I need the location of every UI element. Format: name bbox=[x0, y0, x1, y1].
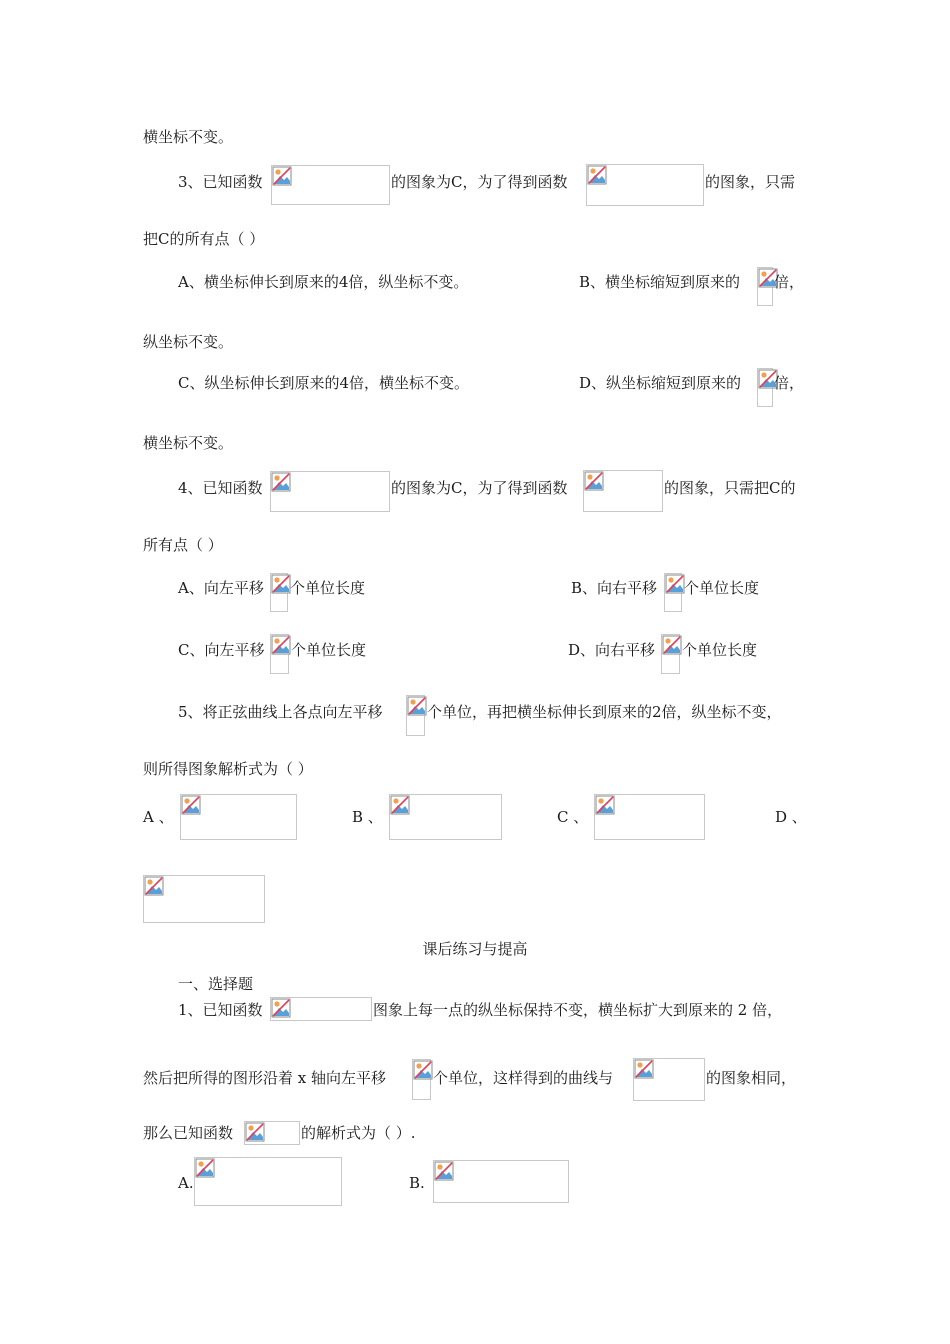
question-4-text: 所有点（ ） bbox=[143, 536, 223, 554]
broken-image-icon bbox=[390, 795, 410, 815]
broken-image-icon bbox=[271, 472, 291, 492]
formula-image bbox=[583, 470, 663, 512]
part-heading: 一、选择题 bbox=[178, 975, 254, 993]
broken-image-icon bbox=[245, 1122, 265, 1142]
option-a: 个单位长度 bbox=[290, 579, 366, 597]
exercise-1-text: 然后把所得的图形沿着 x 轴向左平移 bbox=[143, 1069, 386, 1087]
formula-image bbox=[270, 573, 288, 612]
formula-image bbox=[633, 1058, 705, 1101]
formula-image bbox=[389, 794, 502, 840]
option-c: C、纵坐标伸长到原来的4倍，横坐标不变。 bbox=[178, 374, 470, 392]
broken-image-icon bbox=[181, 795, 201, 815]
formula-image bbox=[664, 573, 682, 612]
option-d: 倍， bbox=[774, 374, 805, 392]
formula-image bbox=[271, 165, 390, 205]
question-5-text: 则所得图象解析式为（ ） bbox=[143, 760, 313, 778]
exercise-1-text: 图象上每一点的纵坐标保持不变，横坐标扩大到原来的 2 倍， bbox=[373, 1001, 783, 1019]
exercise-1-text: 那么已知函数 bbox=[143, 1124, 234, 1142]
exercise-1-text: 个单位，这样得到的曲线与 bbox=[433, 1069, 614, 1087]
option-b: 个单位长度 bbox=[684, 579, 760, 597]
broken-image-icon bbox=[271, 635, 291, 655]
question-3-text: 3、已知函数 bbox=[178, 173, 263, 191]
broken-image-icon bbox=[634, 1059, 654, 1079]
broken-image-icon bbox=[584, 471, 604, 491]
question-3-text: 的图象，只需 bbox=[705, 173, 796, 191]
broken-image-icon bbox=[144, 876, 164, 896]
formula-image bbox=[180, 794, 297, 840]
formula-image bbox=[412, 1059, 431, 1100]
text-line: 横坐标不变。 bbox=[143, 128, 234, 146]
option-b: B 、 bbox=[352, 808, 383, 826]
formula-image bbox=[270, 634, 289, 674]
option-d: D 、 bbox=[775, 808, 807, 826]
broken-image-icon bbox=[413, 1060, 433, 1080]
option-a: A、向左平移 bbox=[178, 579, 264, 597]
option-c: C 、 bbox=[557, 808, 589, 826]
option-a: A. bbox=[178, 1174, 194, 1192]
exercise-1-text: 1、已知函数 bbox=[178, 1001, 263, 1019]
option-d: 个单位长度 bbox=[682, 641, 758, 659]
broken-image-icon bbox=[434, 1161, 454, 1181]
broken-image-icon bbox=[272, 166, 292, 186]
question-4-text: 的图象，只需把C的 bbox=[664, 479, 796, 497]
formula-image bbox=[594, 794, 705, 840]
option-b: B、向右平移 bbox=[571, 579, 658, 597]
exercise-1-text: 的解析式为（ ）. bbox=[301, 1124, 416, 1142]
broken-image-icon bbox=[271, 998, 291, 1018]
broken-image-icon bbox=[195, 1158, 215, 1178]
question-5-text: 个单位，再把横坐标伸长到原来的2倍，纵坐标不变， bbox=[427, 703, 782, 721]
broken-image-icon bbox=[407, 696, 427, 716]
formula-image bbox=[244, 1121, 300, 1145]
question-3-text: 的图象为C，为了得到函数 bbox=[391, 173, 568, 191]
formula-image bbox=[757, 368, 773, 407]
question-3-text: 把C的所有点（ ） bbox=[143, 230, 265, 248]
text-line: 横坐标不变。 bbox=[143, 434, 234, 452]
formula-image bbox=[143, 875, 265, 923]
option-b: B. bbox=[409, 1174, 425, 1192]
broken-image-icon bbox=[587, 165, 607, 185]
formula-image bbox=[586, 164, 704, 206]
question-4-text: 4、已知函数 bbox=[178, 479, 263, 497]
formula-image bbox=[270, 997, 372, 1021]
option-a: A、横坐标伸长到原来的4倍，纵坐标不变。 bbox=[178, 273, 469, 291]
formula-image bbox=[406, 695, 425, 736]
formula-image bbox=[661, 634, 680, 674]
formula-image bbox=[270, 471, 390, 512]
formula-image bbox=[433, 1160, 569, 1203]
question-4-text: 的图象为C，为了得到函数 bbox=[391, 479, 568, 497]
option-a: A 、 bbox=[143, 808, 174, 826]
option-b: B、横坐标缩短到原来的 bbox=[579, 273, 741, 291]
section-title: 课后练习与提高 bbox=[422, 940, 528, 958]
option-b: 倍， bbox=[774, 273, 805, 291]
text-line: 纵坐标不变。 bbox=[143, 333, 234, 351]
formula-image bbox=[194, 1157, 342, 1206]
formula-image bbox=[757, 267, 773, 306]
broken-image-icon bbox=[665, 574, 685, 594]
option-c: 个单位长度 bbox=[291, 641, 367, 659]
option-c: C、向左平移 bbox=[178, 641, 265, 659]
broken-image-icon bbox=[595, 795, 615, 815]
exercise-1-text: 的图象相同， bbox=[706, 1069, 797, 1087]
broken-image-icon bbox=[662, 635, 682, 655]
broken-image-icon bbox=[271, 574, 291, 594]
option-d: D、向右平移 bbox=[568, 641, 656, 659]
option-d: D、纵坐标缩短到原来的 bbox=[579, 374, 742, 392]
question-5-text: 5、将正弦曲线上各点向左平移 bbox=[178, 703, 383, 721]
